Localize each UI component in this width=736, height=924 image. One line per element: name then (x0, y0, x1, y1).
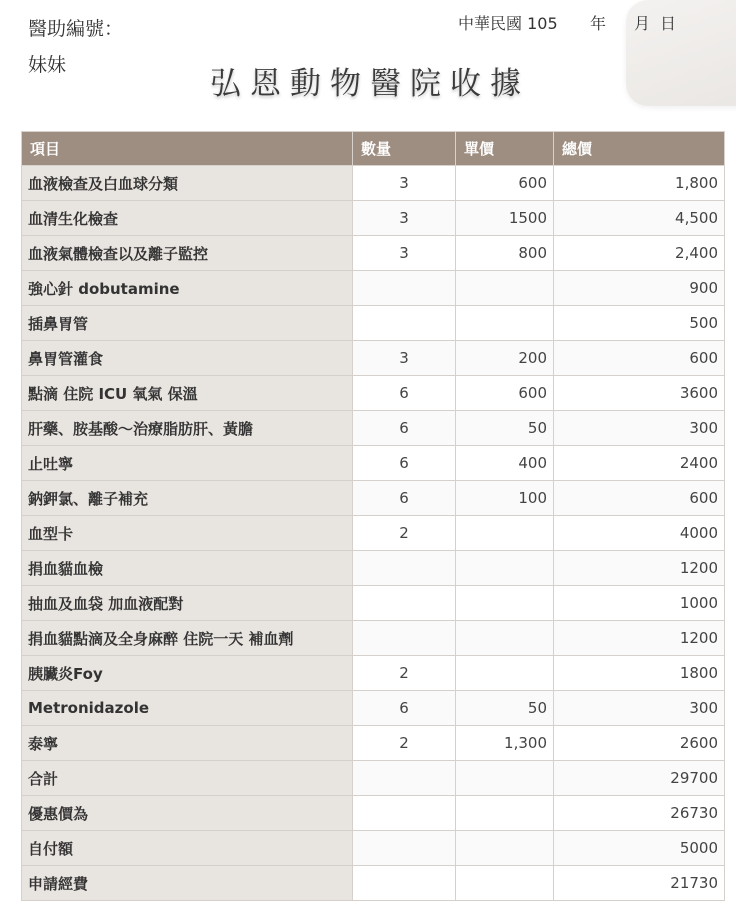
table-header-row (22, 132, 725, 166)
receipt-table (21, 131, 725, 901)
cell-price: 400 (456, 446, 554, 481)
cell-price: 100 (456, 481, 554, 516)
cell-total: 1200 (554, 621, 725, 656)
cell-item: 捐血貓血檢 (22, 551, 353, 586)
cell-item: 血清生化檢查 (22, 201, 353, 236)
cell-price: 600 (456, 166, 554, 201)
cell-total: 1200 (554, 551, 725, 586)
cell-qty: 6 (353, 691, 456, 726)
cell-qty: 6 (353, 376, 456, 411)
table-row (22, 866, 725, 901)
cell-qty: 3 (353, 201, 456, 236)
cell-total: 3600 (554, 376, 725, 411)
cell-item: 點滴 住院 ICU 氧氣 保溫 (22, 376, 353, 411)
cell-price (456, 551, 554, 586)
cell-total: 600 (554, 481, 725, 516)
cell-price (456, 866, 554, 901)
cell-total: 4,500 (554, 201, 725, 236)
table-row (22, 201, 725, 236)
table-row (22, 341, 725, 376)
cell-total: 300 (554, 691, 725, 726)
table-body (22, 166, 725, 901)
cell-qty (353, 551, 456, 586)
table-row (22, 656, 725, 691)
cell-item: 止吐寧 (22, 446, 353, 481)
table-row (22, 376, 725, 411)
cell-qty (353, 306, 456, 341)
cell-qty: 2 (353, 656, 456, 691)
cell-total: 2400 (554, 446, 725, 481)
cell-qty (353, 866, 456, 901)
column-header-price: 單價 (456, 132, 554, 166)
table-row (22, 411, 725, 446)
cell-total: 4000 (554, 516, 725, 551)
cell-total: 600 (554, 341, 725, 376)
cell-item: 血型卡 (22, 516, 353, 551)
date-prefix (458, 11, 590, 34)
cell-item: 泰寧 (22, 726, 353, 761)
column-header-qty: 數量 (353, 132, 456, 166)
cell-total: 21730 (554, 866, 725, 901)
cell-qty (353, 831, 456, 866)
cell-item: 血液氣體檢查以及離子監控 (22, 236, 353, 271)
table-row (22, 621, 725, 656)
date-month-label: 月 (634, 14, 651, 33)
cell-item: Metronidazole (22, 691, 353, 726)
cell-qty: 6 (353, 411, 456, 446)
table-row (22, 726, 725, 761)
cell-item: 鼻胃管灌食 (22, 341, 353, 376)
cell-price (456, 796, 554, 831)
table-row (22, 586, 725, 621)
date-year-label: 年 (590, 14, 607, 33)
cell-total: 2600 (554, 726, 725, 761)
cell-item: 強心針 dobutamine (22, 271, 353, 306)
column-header-item: 項目 (22, 132, 353, 166)
date-year: 105 (527, 14, 558, 33)
table-row (22, 761, 725, 796)
cell-total: 900 (554, 271, 725, 306)
cell-qty (353, 271, 456, 306)
cell-total: 1,800 (554, 166, 725, 201)
cell-total: 5000 (554, 831, 725, 866)
cell-price (456, 516, 554, 551)
date-line (458, 11, 676, 34)
column-header-total: 總價 (554, 132, 725, 166)
cell-item: 鈉鉀氯、離子補充 (22, 481, 353, 516)
cell-total: 300 (554, 411, 725, 446)
date-day-label: 日 (660, 14, 677, 33)
cell-qty: 6 (353, 446, 456, 481)
cell-qty (353, 796, 456, 831)
cell-total: 29700 (554, 761, 725, 796)
cell-total: 26730 (554, 796, 725, 831)
cell-price (456, 271, 554, 306)
cell-price: 1500 (456, 201, 554, 236)
document-title: 弘恩動物醫院收據 (210, 66, 530, 102)
cell-price: 50 (456, 411, 554, 446)
cell-item: 合計 (22, 761, 353, 796)
cell-qty: 3 (353, 236, 456, 271)
cell-total: 2,400 (554, 236, 725, 271)
cell-price (456, 656, 554, 691)
cell-qty (353, 621, 456, 656)
record-number-label: 醫助編號： (28, 18, 124, 40)
cell-price (456, 306, 554, 341)
table-row (22, 236, 725, 271)
cell-qty: 2 (353, 726, 456, 761)
cell-price (456, 831, 554, 866)
cell-item: 胰臟炎Foy (22, 656, 353, 691)
cell-qty: 3 (353, 341, 456, 376)
cell-qty (353, 761, 456, 796)
date-era: 中華民國 (458, 14, 523, 33)
cell-price: 50 (456, 691, 554, 726)
table-row (22, 446, 725, 481)
table-row (22, 271, 725, 306)
cell-qty (353, 586, 456, 621)
table-row (22, 516, 725, 551)
cell-price: 800 (456, 236, 554, 271)
cell-item: 自付額 (22, 831, 353, 866)
cell-item: 優惠價為 (22, 796, 353, 831)
cell-item: 申請經費 (22, 866, 353, 901)
cell-qty: 6 (353, 481, 456, 516)
cell-item: 捐血貓點滴及全身麻醉 住院一天 補血劑 (22, 621, 353, 656)
cell-price (456, 761, 554, 796)
cell-price: 600 (456, 376, 554, 411)
cell-price: 1,300 (456, 726, 554, 761)
cell-total: 1800 (554, 656, 725, 691)
cell-price (456, 621, 554, 656)
cell-item: 插鼻胃管 (22, 306, 353, 341)
table-row (22, 166, 725, 201)
table-row (22, 481, 725, 516)
table-row (22, 551, 725, 586)
cell-total: 1000 (554, 586, 725, 621)
cell-qty: 3 (353, 166, 456, 201)
cell-price: 200 (456, 341, 554, 376)
cell-item: 肝藥、胺基酸～治療脂肪肝、黃膽 (22, 411, 353, 446)
table-row (22, 796, 725, 831)
cell-qty: 2 (353, 516, 456, 551)
patient-name: 妹妹 (28, 54, 67, 76)
table-row (22, 691, 725, 726)
cell-item: 血液檢查及白血球分類 (22, 166, 353, 201)
cell-total: 500 (554, 306, 725, 341)
cell-price (456, 586, 554, 621)
cell-item: 抽血及血袋 加血液配對 (22, 586, 353, 621)
table-row (22, 831, 725, 866)
table-row (22, 306, 725, 341)
